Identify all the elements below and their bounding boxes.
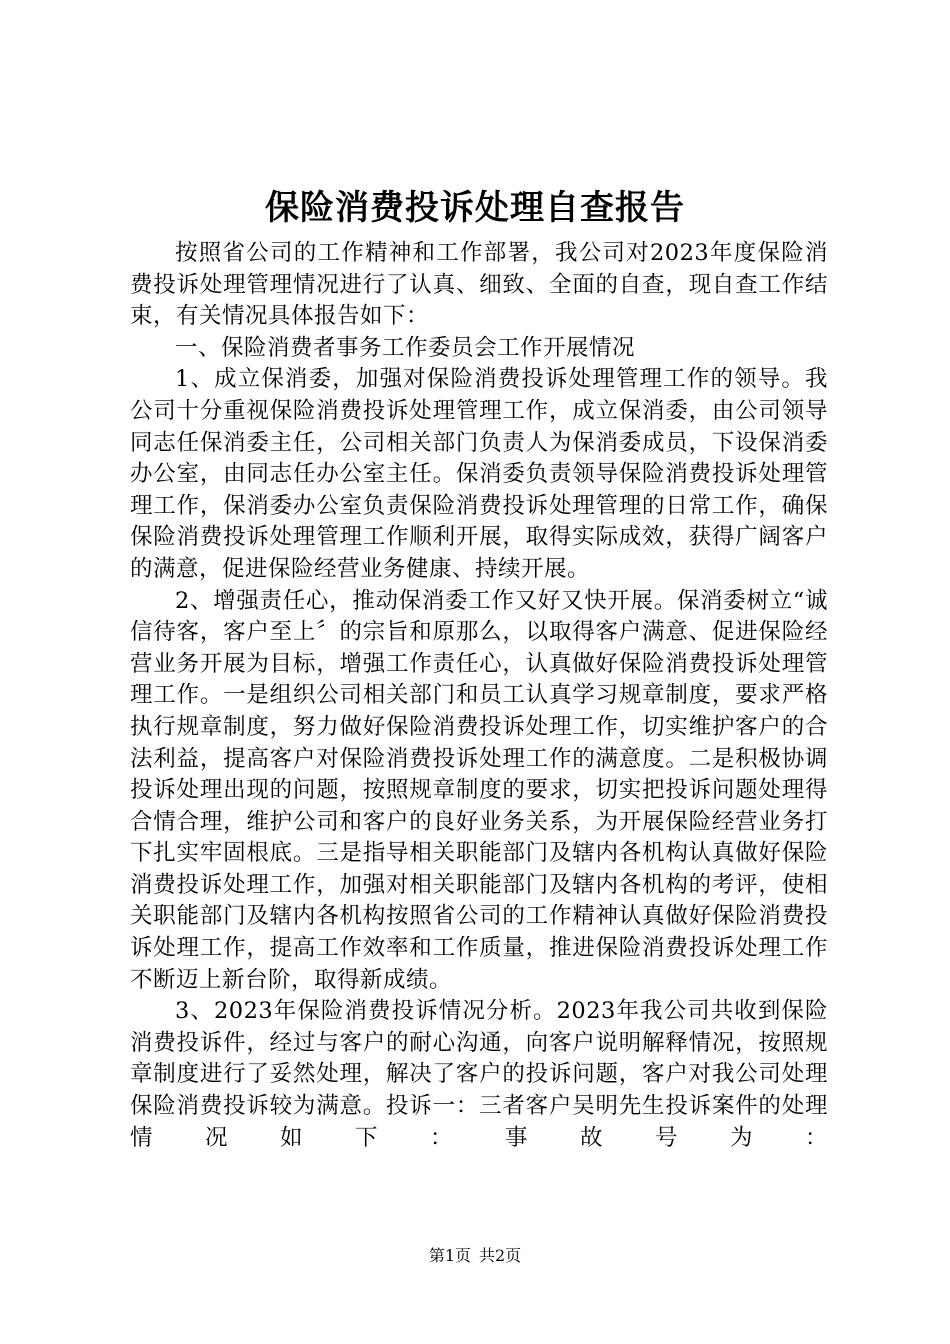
paragraph-item-3: 3、2023年保险消费投诉情况分析。2023年我公司共收到保险消费投诉件，经过与客户的耐心沟通，向客户说明解释情况，按照规章制度进行了妥然处理，解决了客户的投诉问题，客户对我公司处理保险消费投诉较为满意。投诉一：三者客户吴明先生投诉案件的处理情况如下：事故号为： bbox=[130, 998, 828, 1151]
section-heading-1: 一、保险消费者事务工作委员会工作开展情况 bbox=[175, 334, 636, 361]
paragraph-item-2: 2、增强责任心，推动保消委工作又好又快开展。保消委树立“诚信待客，客户至上〞的宗旨和原那么，以取得客户满意、促进保险经营业务开展为目标，增强工作责任心，认真做好保险消费投诉处理管理工作。一是组织公司相关部门和员工认真学习规章制度，要求严格执行规章制度，努力做好保险消费投诉处理工作，切实维护客户的合法利益，提高客户对保险消费投诉处理工作的满意度。二是积极协调投诉处理出现的问题，按照规章制度的要求，切实把投诉问题处理得合情合理，维护公司和客户的良好业务关系，为开展保险经营业务打下扎实牢固根底。三是指导相关职能部门及辖内各机构认真做好保险消费投诉处理工作，加强对相关职能部门及辖内各机构的考评，使相关职能部门及辖内各机构按照省公司的工作精神认真做好保险消费投诉处理工作，提高工作效率和工作质量，推进保险消费投诉处理工作不断迈上新台阶，取得新成绩。 bbox=[130, 587, 828, 993]
document-body bbox=[130, 238, 828, 1154]
paragraph-item-1: 1、成立保消委，加强对保险消费投诉处理管理工作的领导。我公司十分重视保险消费投诉处理管理工作，成立保消委，由公司领导同志任保消委主任，公司相关部门负责人为保消委成员，下设保消委办公室，由同志任办公室主任。保消委负责领导保险消费投诉处理管理工作，保消委办公室负责保险消费投诉处理管理的日常工作，确保保险消费投诉处理管理工作顺利开展，取得实际成效，获得广阔客户的满意，促进保险经营业务健康、持续开展。 bbox=[130, 366, 828, 582]
page-title: 保险消费投诉处理自查报告 bbox=[265, 188, 685, 228]
paragraph-intro: 按照省公司的工作精神和工作部署，我公司对2023年度保险消费投诉处理管理情况进行了认真、细致、全面的自查，现自查工作结束，有关情况具体报告如下： bbox=[130, 240, 828, 330]
page-footer bbox=[0, 1246, 950, 1266]
page-number: 第1页 bbox=[428, 1246, 471, 1265]
page-total: 共2页 bbox=[479, 1246, 522, 1265]
